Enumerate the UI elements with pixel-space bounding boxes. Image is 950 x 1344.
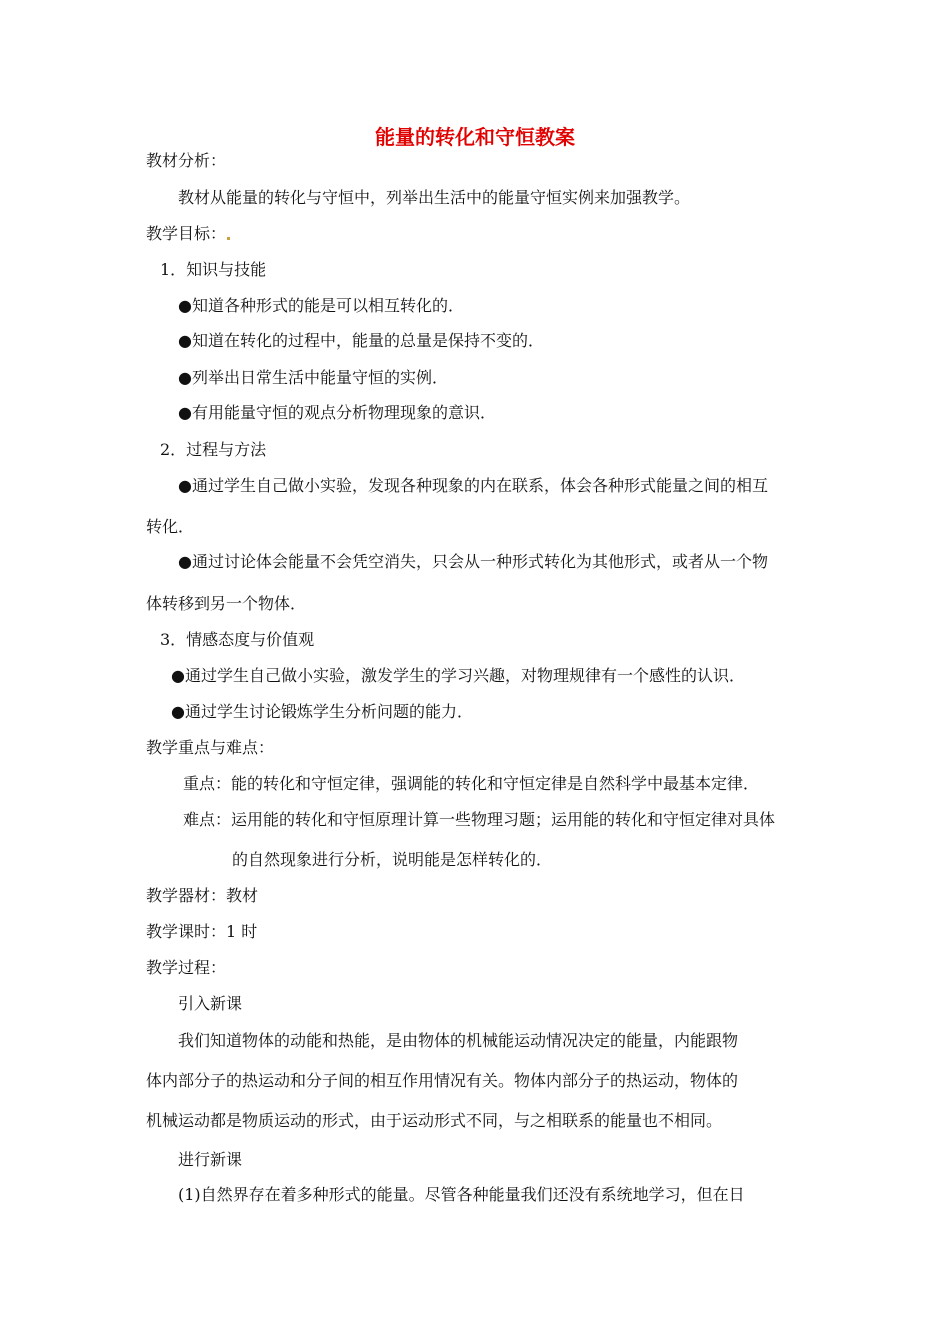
keypoint-text: 重点：能的转化和守恒定律，强调能的转化和守恒定律是自然科学中最基本定律． bbox=[183, 774, 760, 793]
intro-paragraph-line: 机械运动都是物质运动的形式，由于运动形式不同，与之相联系的能量也不相同。 bbox=[146, 1111, 723, 1130]
hours-text: 教学课时：1 时 bbox=[146, 922, 258, 941]
intro-paragraph-line: 我们知道物体的动能和热能，是由物体的机械能运动情况决定的能量，内能跟物 bbox=[178, 1031, 739, 1050]
intro-heading: 引入新课 bbox=[178, 994, 243, 1013]
goal2-item-line: 转化． bbox=[146, 517, 195, 536]
goal3-item: ●通过学生讨论锻炼学生分析问题的能力． bbox=[171, 702, 473, 721]
goal1-item: ●知道在转化的过程中，能量的总量是保持不变的． bbox=[178, 331, 544, 350]
goal3-item: ●通过学生自己做小实验，激发学生的学习兴趣，对物理规律有一个感性的认识． bbox=[171, 666, 745, 685]
difficulty-text: 难点：运用能的转化和守恒原理计算一些物理习题；运用能的转化和守恒定律对具体 bbox=[183, 810, 776, 829]
document-title: 能量的转化和守恒教案 bbox=[375, 125, 575, 149]
goal2-item-line: ●通过讨论体会能量不会凭空消失，只会从一种形式转化为其他形式，或者从一个物 bbox=[178, 552, 768, 571]
goal1-item: ●知道各种形式的能是可以相互转化的． bbox=[178, 296, 464, 315]
goal1-item: ●列举出日常生活中能量守恒的实例． bbox=[178, 368, 448, 387]
goal1-item: ●有用能量守恒的观点分析物理现象的意识． bbox=[178, 403, 496, 422]
analysis-text: 教材从能量的转化与守恒中，列举出生活中的能量守恒实例来加强教学。 bbox=[178, 188, 691, 207]
mark-dot bbox=[227, 237, 230, 240]
intro-paragraph-line: 体内部分子的热运动和分子间的相互作用情况有关。物体内部分子的热运动，物体的 bbox=[146, 1071, 739, 1090]
analysis-heading: 教材分析： bbox=[146, 151, 227, 170]
goal2-item-line: 体转移到另一个物体． bbox=[146, 594, 307, 613]
goal1-heading: 1．知识与技能 bbox=[160, 260, 267, 279]
keypoints-heading: 教学重点与难点： bbox=[146, 738, 275, 757]
goal3-heading: 3．情感态度与价值观 bbox=[160, 630, 315, 649]
process-heading: 教学过程： bbox=[146, 958, 227, 977]
goal2-item-line: ●通过学生自己做小实验，发现各种现象的内在联系，体会各种形式能量之间的相互 bbox=[178, 476, 768, 495]
difficulty-text: 的自然现象进行分析，说明能是怎样转化的． bbox=[232, 850, 553, 869]
goal2-heading: 2．过程与方法 bbox=[160, 440, 267, 459]
goals-heading: 教学目标： bbox=[146, 224, 227, 243]
new-lesson-paragraph-line: (1)自然界存在着多种形式的能量。尽管各种能量我们还没有系统地学习，但在日 bbox=[178, 1185, 745, 1204]
materials-text: 教学器材：教材 bbox=[146, 886, 259, 905]
new-lesson-heading: 进行新课 bbox=[178, 1150, 243, 1169]
